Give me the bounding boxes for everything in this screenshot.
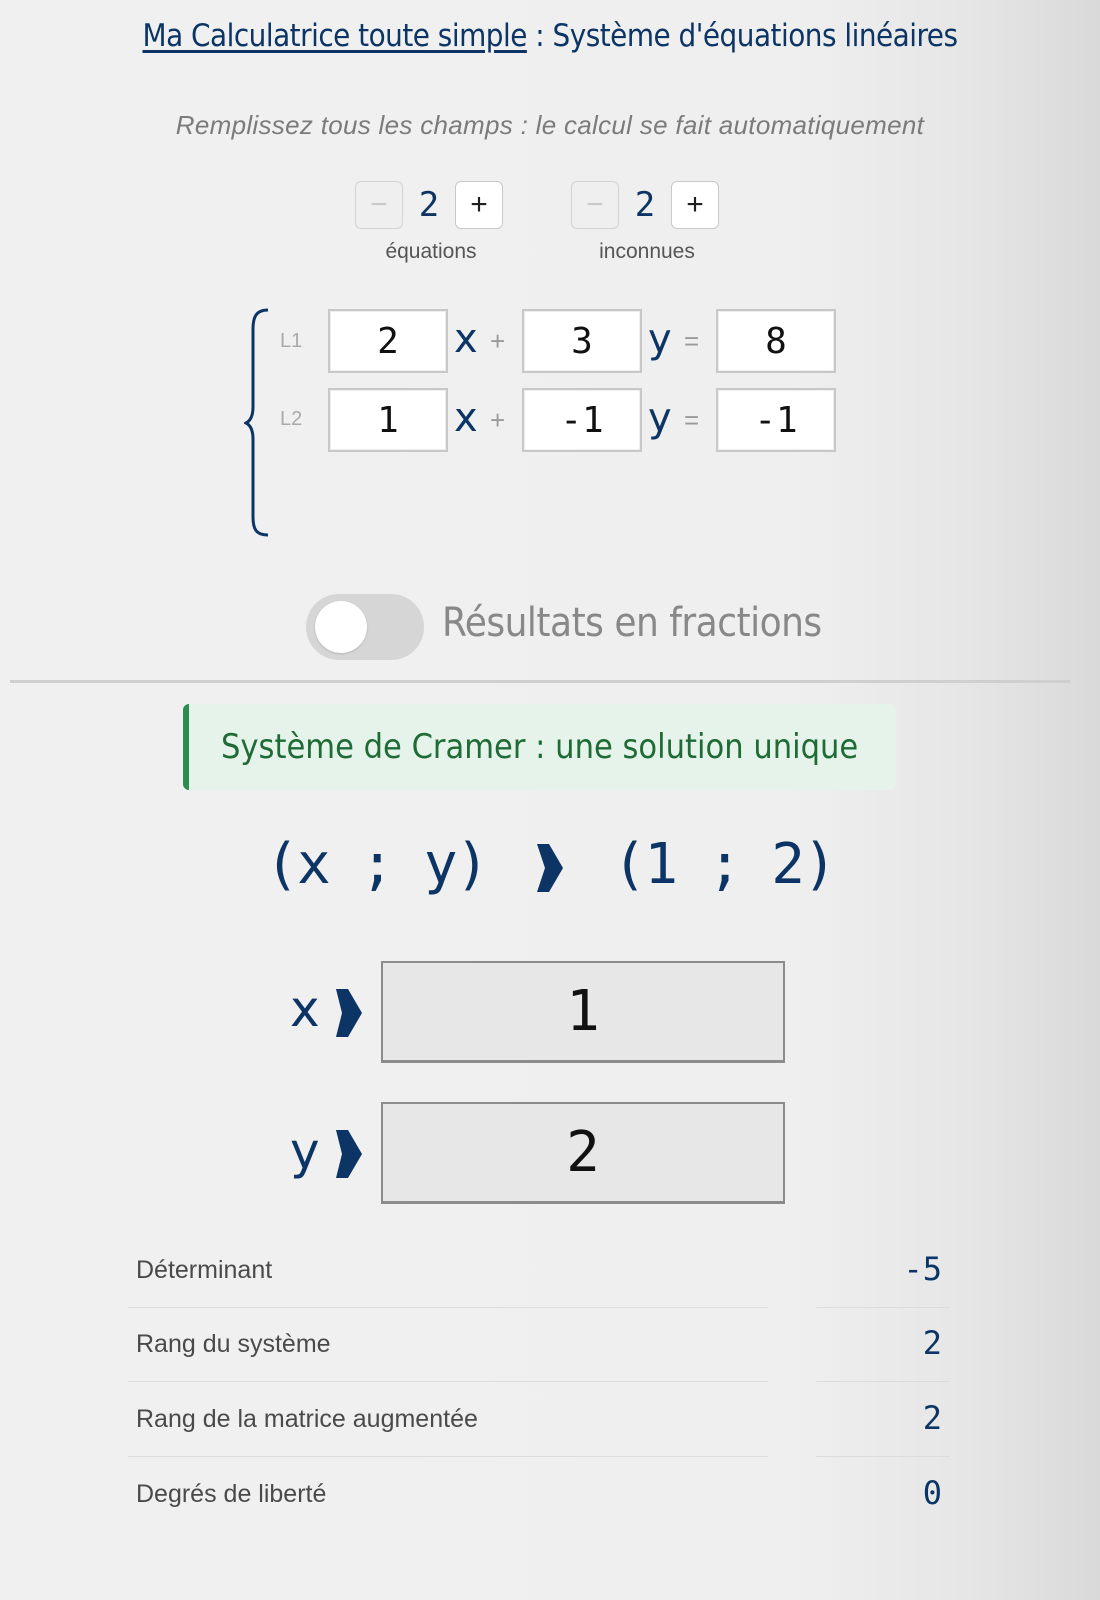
stat-row-determinant xyxy=(128,1234,950,1308)
solution-variables: (x ; y) xyxy=(265,832,488,897)
unknowns-stepper xyxy=(571,181,719,229)
equations-decrement-button[interactable]: − xyxy=(355,181,403,229)
arrow-right-icon xyxy=(334,985,364,1041)
unknowns-label: inconnues xyxy=(599,240,695,263)
unknowns-decrement-button[interactable]: − xyxy=(571,181,619,229)
result-x-value: 1 xyxy=(381,961,785,1063)
l1-rhs-input[interactable]: 8 xyxy=(716,309,836,373)
row-divider xyxy=(816,1381,950,1382)
row-divider xyxy=(128,1456,768,1457)
equations-stepper xyxy=(355,181,503,229)
stat-value: 0 xyxy=(922,1474,942,1512)
l1-var-y: y xyxy=(648,316,672,362)
l2-coef-y-input[interactable]: -1 xyxy=(522,388,642,452)
fractions-toggle-label[interactable]: Résultats en fractions xyxy=(442,600,822,646)
result-y-value: 2 xyxy=(381,1102,785,1204)
solution-values: (1 ; 2) xyxy=(612,832,835,897)
result-x-label: x xyxy=(290,980,320,1038)
unknowns-increment-button[interactable]: + xyxy=(671,181,719,229)
arrow-right-icon xyxy=(533,840,567,896)
l2-equals: = xyxy=(684,405,700,435)
l1-plus: + xyxy=(490,326,506,356)
section-divider xyxy=(10,680,1070,683)
equations-count: 2 xyxy=(418,185,440,225)
stat-value: -5 xyxy=(903,1250,942,1288)
l1-coef-x-input[interactable]: 2 xyxy=(328,309,448,373)
row-label-l1: L1 xyxy=(280,330,303,352)
stat-row-rank xyxy=(128,1308,950,1382)
result-status-text: Système de Cramer : une solution unique xyxy=(221,727,859,767)
stat-label: Rang du système xyxy=(136,1330,331,1358)
toggle-knob xyxy=(315,601,367,653)
title-separator: : xyxy=(526,18,553,54)
l2-plus: + xyxy=(490,405,506,435)
l2-var-x: x xyxy=(454,395,478,441)
l2-coef-x-input[interactable]: 1 xyxy=(328,388,448,452)
equations-label: équations xyxy=(385,240,477,263)
row-divider xyxy=(128,1381,768,1382)
l1-equals: = xyxy=(684,326,700,356)
l1-var-x: x xyxy=(454,316,478,362)
stat-label: Déterminant xyxy=(136,1256,273,1284)
l2-rhs-input[interactable]: -1 xyxy=(716,388,836,452)
row-divider xyxy=(816,1456,950,1457)
solution-summary xyxy=(0,832,1100,897)
fractions-toggle[interactable] xyxy=(306,594,424,660)
row-label-l2: L2 xyxy=(280,408,303,430)
stat-label: Degrés de liberté xyxy=(136,1480,327,1508)
l1-coef-y-input[interactable]: 3 xyxy=(522,309,642,373)
arrow-right-icon xyxy=(334,1126,364,1182)
page-title xyxy=(0,18,1100,54)
system-brace-icon xyxy=(244,307,274,539)
l2-var-y: y xyxy=(648,395,672,441)
stat-row-augmented-rank xyxy=(128,1383,950,1457)
stat-value: 2 xyxy=(922,1399,942,1437)
result-y-label: y xyxy=(290,1122,320,1180)
stat-value: 2 xyxy=(922,1324,942,1362)
stat-label: Rang de la matrice augmentée xyxy=(136,1405,478,1433)
unknowns-count: 2 xyxy=(634,185,656,225)
stat-row-degrees-of-freedom xyxy=(128,1458,950,1532)
equations-increment-button[interactable]: + xyxy=(455,181,503,229)
instructions-text: Remplissez tous les champs : le calcul se fait automatiquement xyxy=(175,110,925,140)
home-link[interactable]: Ma Calculatrice toute simple xyxy=(142,18,527,54)
result-status-banner xyxy=(183,704,896,790)
title-text: Système d'équations linéaires xyxy=(552,18,958,54)
